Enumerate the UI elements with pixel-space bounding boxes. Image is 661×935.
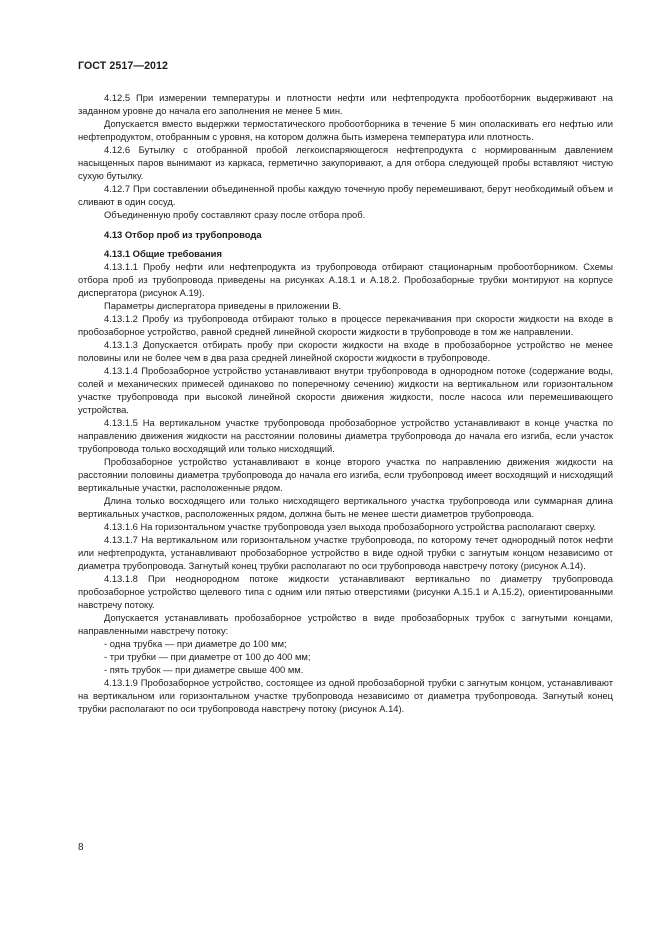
paragraph-4-13-1-1: 4.13.1.1 Пробу нефти или нефтепродукта из трубопровода отбирают стационарным пробоотборником. Схемы отбора проб из трубопровода приведены на рисунках А.18.1 и А.18.2. Пробозаборные трубки монтируют на корпусе диспергатора (рисунок А.19). <box>78 261 613 298</box>
paragraph: Пробозаборное устройство устанавливают в конце второго участка по направлению движения жидкости на расстоянии половины диаметра трубопровода до начала его изгиба, если трубопровод имеет восходящий и нисходящий вертикальные участки, расположенные рядом. <box>78 456 613 493</box>
paragraph-4-12-6: 4.12.6 Бутылку с отобранной пробой легкоиспаряющегося нефтепродукта с нормированным давлением насыщенных паров вынимают из каркаса, герметично закупоривают, а для отбора следующей пробы вставляют чистую сухую бутылку. <box>78 143 613 181</box>
section-heading-4-13: 4.13 Отбор проб из трубопровода <box>104 229 262 240</box>
document-header-title: ГОСТ 2517—2012 <box>78 60 169 72</box>
paragraph: Параметры диспергатора приведены в приложении В. <box>104 300 342 311</box>
list-item: - одна трубка — при диаметре до 100 мм; <box>104 638 287 649</box>
paragraph-4-13-1-7: 4.13.1.7 На вертикальном или горизонтальном участке трубопровода, по которому течет однородный поток нефти или нефтепродукта, устанавливают пробозаборное устройство в виде одной трубки с загнутым концом независимо от диаметра трубопровода. Загнутый конец трубки располагают по оси трубопровода навстречу потоку (рисунок А.14). <box>78 534 613 571</box>
paragraph: Длина только восходящего или только нисходящего вертикального участка трубопровода или суммарная длина вертикальных участков, расположенных рядом, должна быть не менее шести диаметров трубопровода. <box>78 495 613 519</box>
paragraph: Объединенную пробу составляют сразу после отбора проб. <box>104 208 366 220</box>
page-number: 8 <box>78 842 84 853</box>
paragraph-4-12-7: 4.12.7 При составлении объединенной пробы каждую точечную пробу перемешивают, берут необходимый объем и сливают в один сосуд. <box>78 182 613 207</box>
paragraph-4-13-1-5: 4.13.1.5 На вертикальном участке трубопровода пробозаборное устройство устанавливают в конце участка по направлению движения жидкости на расстоянии половины диаметра трубопровода до начала его изгиба, если участок трубопровода только восходящий или только нисходящий. <box>78 417 613 454</box>
subsection-heading-4-13-1: 4.13.1 Общие требования <box>104 248 222 259</box>
paragraph: Допускается вместо выдержки термостатического пробоотборника в течение 5 мин ополаскивать его нефтью или нефтепродуктом, отобранным с уровня, на котором должна быть измерена температура или плотность. <box>78 117 613 142</box>
paragraph-4-13-1-9: 4.13.1.9 Пробозаборное устройство, состоящее из одной пробозаборной трубки с загнутым концом, устанавливают на вертикальном или горизонтальном участке трубопровода независимо от диаметра трубопровода. Загнутый конец трубки располагают по оси трубопровода навстречу потоку (рисунок А.14). <box>78 677 613 714</box>
paragraph-4-13-1-2: 4.13.1.2 Пробу из трубопровода отбирают только в процессе перекачивания при скорости жидкости на входе в пробозаборное устройство, равной средней линейной скорости жидкости в трубопроводе в том же направлении. <box>78 313 613 337</box>
list-item: - три трубки — при диаметре от 100 до 400 мм; <box>104 651 311 662</box>
list-item: - пять трубок — при диаметре свыше 400 мм. <box>104 664 304 675</box>
paragraph-4-12-5: 4.12.5 При измерении температуры и плотности нефти или нефтепродукта пробоотборник выдерживают на заданном уровне до начала его заполнения не менее 5 мин. <box>78 91 613 116</box>
document-body <box>78 91 613 716</box>
paragraph-4-13-1-4: 4.13.1.4 Пробозаборное устройство устанавливают внутри трубопровода в однородном потоке (содержание воды, солей и механических примесей одинаково по поперечному сечению) жидкости на вертикальном или горизонтальном участке трубопровода при высокой линейной скорости движения жидкости, после насоса или перемешивающего устройства. <box>78 365 613 415</box>
paragraph-4-13-1-6: 4.13.1.6 На горизонтальном участке трубопровода узел выхода пробозаборного устройства располагают сверху. <box>104 521 597 532</box>
paragraph-4-13-1-3: 4.13.1.3 Допускается отбирать пробу при скорости жидкости на входе в пробозаборное устройство не менее половины или не более чем в два раза средней линейной скорости жидкости в трубопроводе. <box>78 339 613 363</box>
paragraph-4-13-1-8: 4.13.1.8 При неоднородном потоке жидкости устанавливают вертикально по диаметру трубопровода пробозаборное устройство щелевого типа с одним или пятью отверстиями (рисунки А.15.1 и А.15.2), ориентированными навстречу потоку. <box>78 573 613 610</box>
paragraph: Допускается устанавливать пробозаборное устройство в виде пробозаборных трубок с загнутыми концами, направленными навстречу потоку: <box>78 612 613 636</box>
